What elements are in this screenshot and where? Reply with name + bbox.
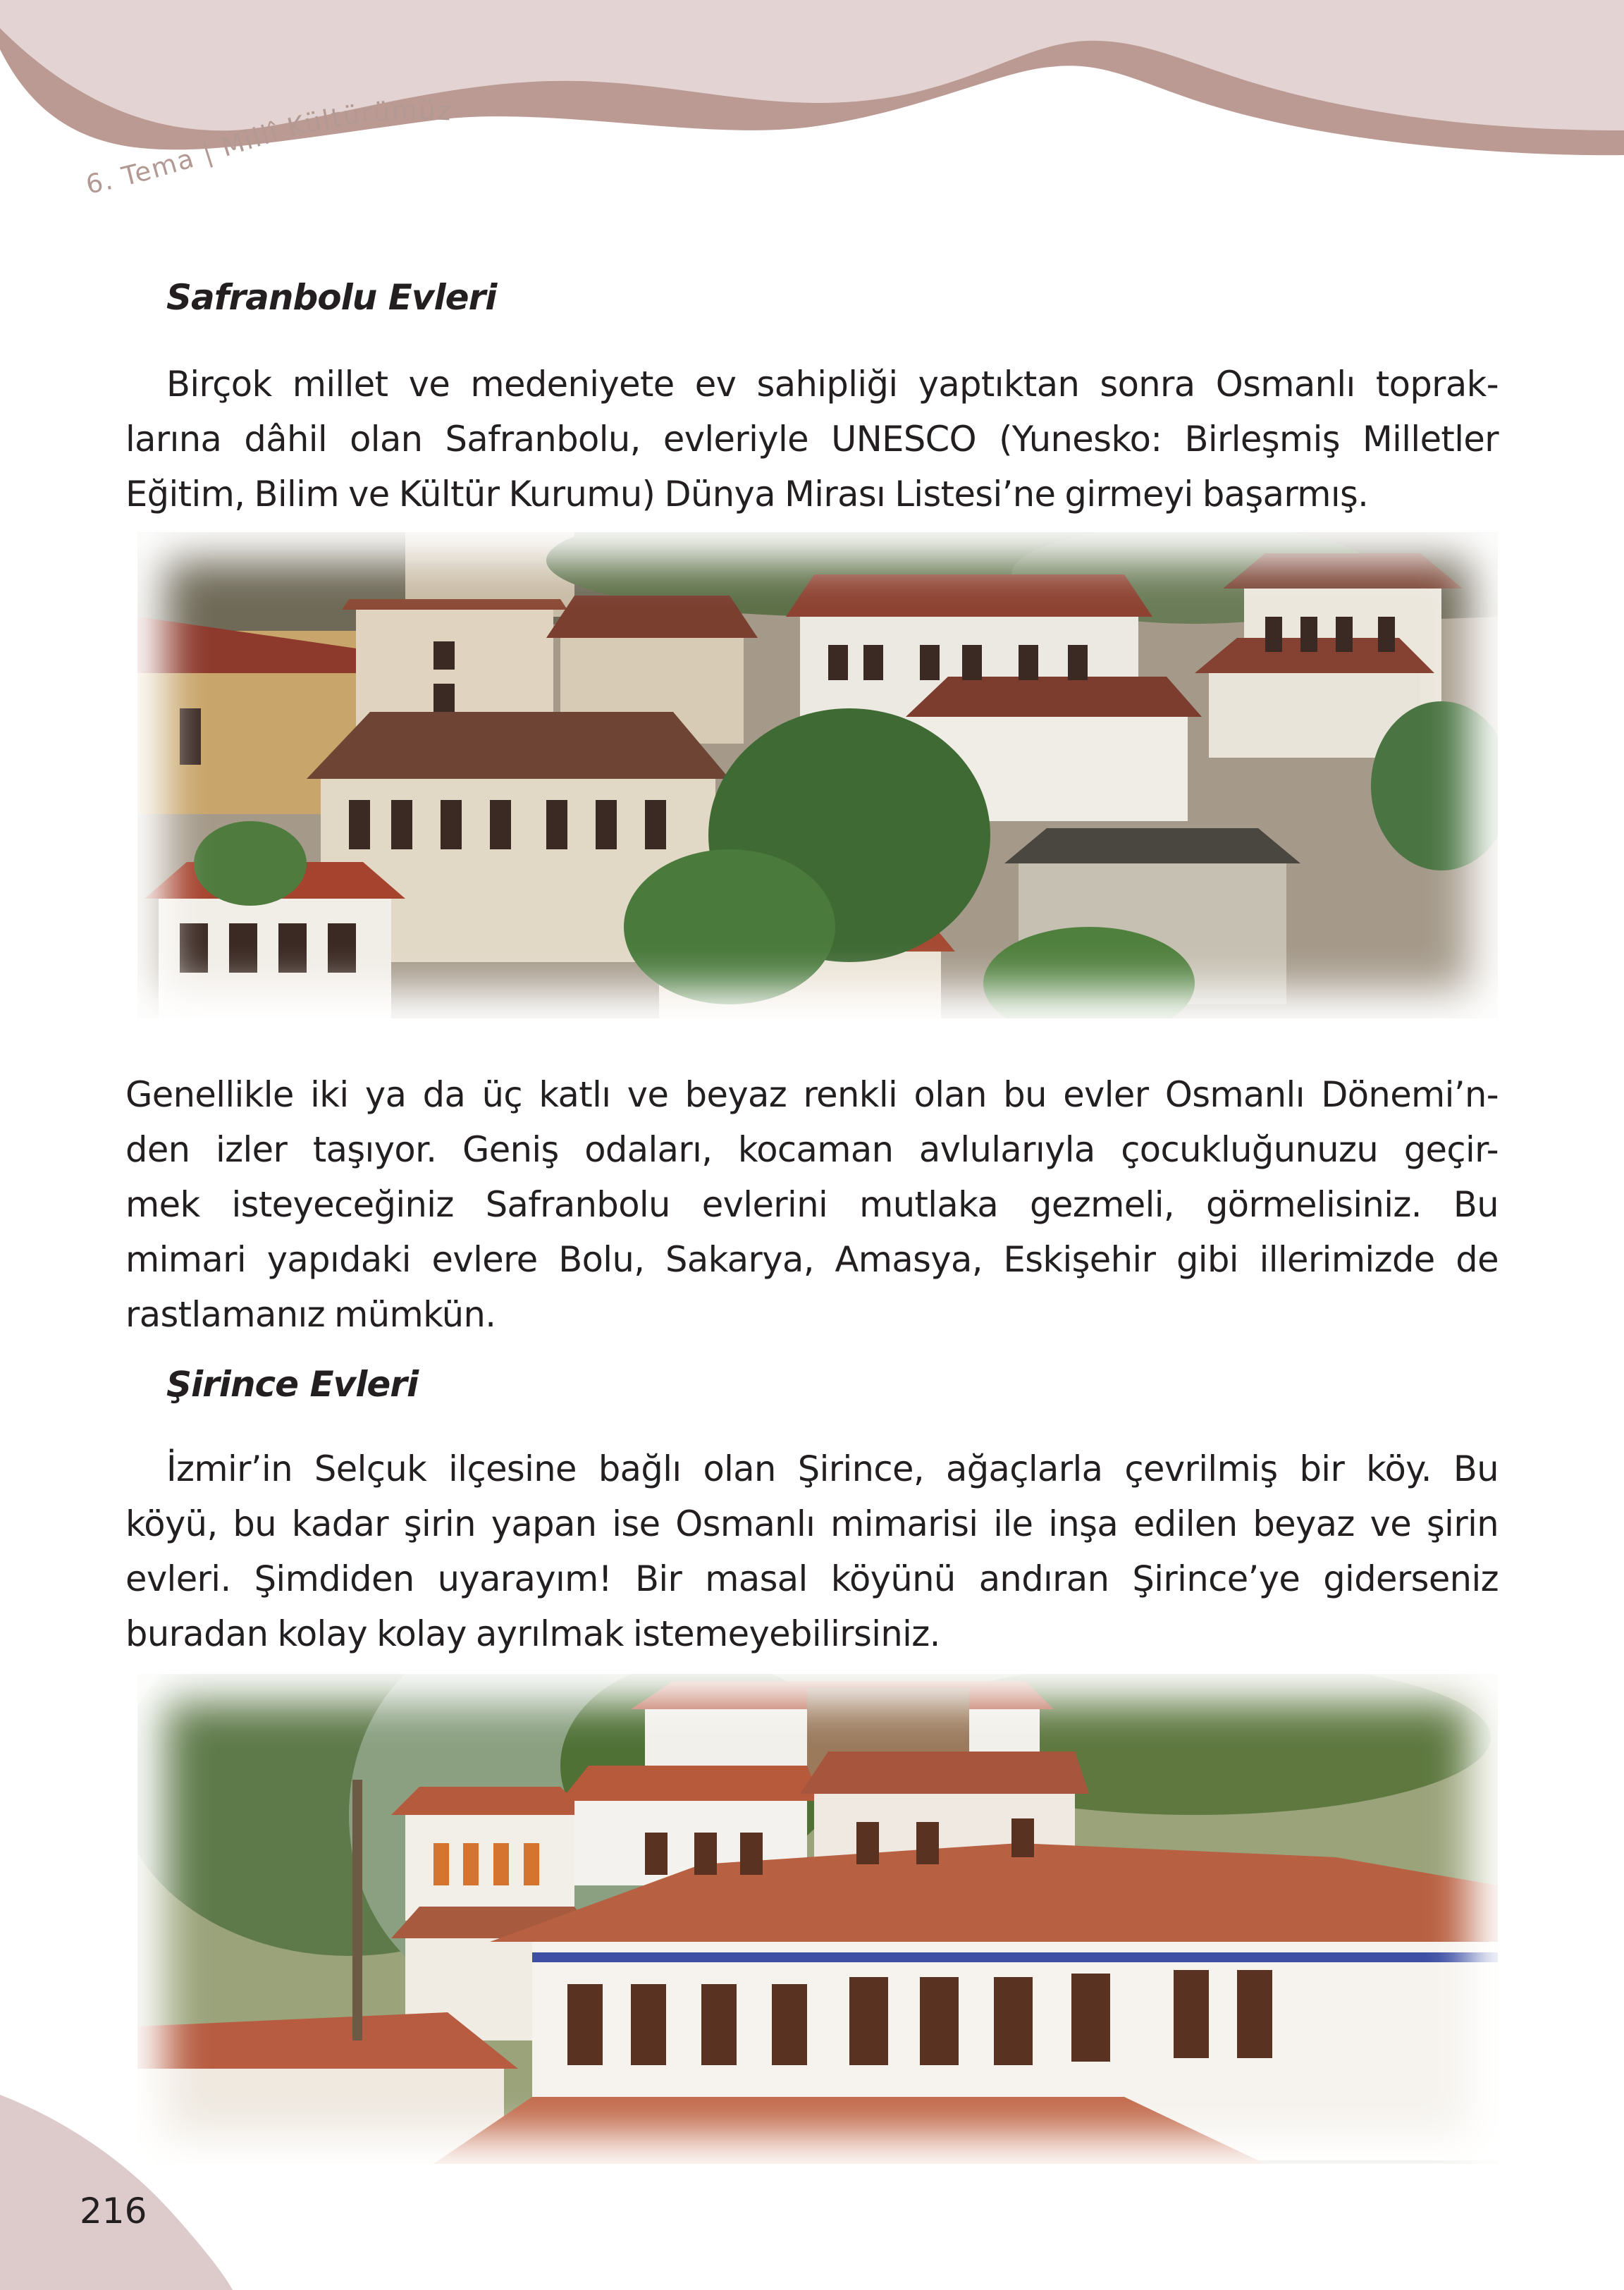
theme-label <box>0 0 634 226</box>
text-line: mimari yapıdaki evlere Bolu, Sakarya, Amasya, Eskişehir gibi illerimizde de <box>125 1239 1499 1280</box>
text-line: buradan kolay kolay ayrılmak istemeyebilirsiniz. <box>125 1613 940 1654</box>
text-line: Eğitim, Bilim ve Kültür Kurumu) Dünya Mirası Listesi’ne girmeyi başarmış. <box>125 474 1369 515</box>
text-line: larına dâhil olan Safranbolu, evleriyle UNESCO (Yunesko: Birleşmiş Milletler <box>125 419 1499 460</box>
paragraph-sirince-intro <box>125 1441 1499 1661</box>
page-number: 216 <box>80 2191 147 2231</box>
photo-safranbolu-houses <box>137 532 1498 1018</box>
theme-label-text: 6. Tema | Millî Kültürümüz <box>83 94 453 200</box>
section-heading-safranbolu: Safranbolu Evleri <box>166 277 497 318</box>
footer-blob-decoration <box>0 2086 240 2290</box>
text-line: rastlamanız mümkün. <box>125 1294 496 1335</box>
safranbolu-photo-illustration <box>137 532 1498 1018</box>
section-heading-sirince: Şirince Evleri <box>166 1364 419 1405</box>
text-line: İzmir’in Selçuk ilçesine bağlı olan Şirince, ağaçlarla çevrilmiş bir köy. Bu <box>166 1448 1499 1489</box>
paragraph-safranbolu-intro <box>125 357 1499 522</box>
photo-sirince-houses <box>137 1674 1498 2164</box>
text-line: evleri. Şimdiden uyarayım! Bir masal köyünü andıran Şirince’ye giderseniz <box>125 1558 1499 1599</box>
text-line: Birçok millet ve medeniyete ev sahipliği yaptıktan sonra Osmanlı toprak- <box>166 364 1499 405</box>
text-line: den izler taşıyor. Geniş odaları, kocaman avlularıyla çocukluğunuzu geçir- <box>125 1129 1499 1170</box>
paragraph-safranbolu-body <box>125 1067 1499 1342</box>
text-line: köyü, bu kadar şirin yapan ise Osmanlı mimarisi ile inşa edilen beyaz ve şirin <box>125 1503 1499 1544</box>
text-line: Genellikle iki ya da üç katlı ve beyaz renkli olan bu evler Osmanlı Dönemi’n- <box>125 1074 1499 1115</box>
sirince-photo-illustration <box>137 1674 1498 2164</box>
text-line: mek isteyeceğiniz Safranbolu evlerini mutlaka gezmeli, görmelisiniz. Bu <box>125 1184 1499 1225</box>
